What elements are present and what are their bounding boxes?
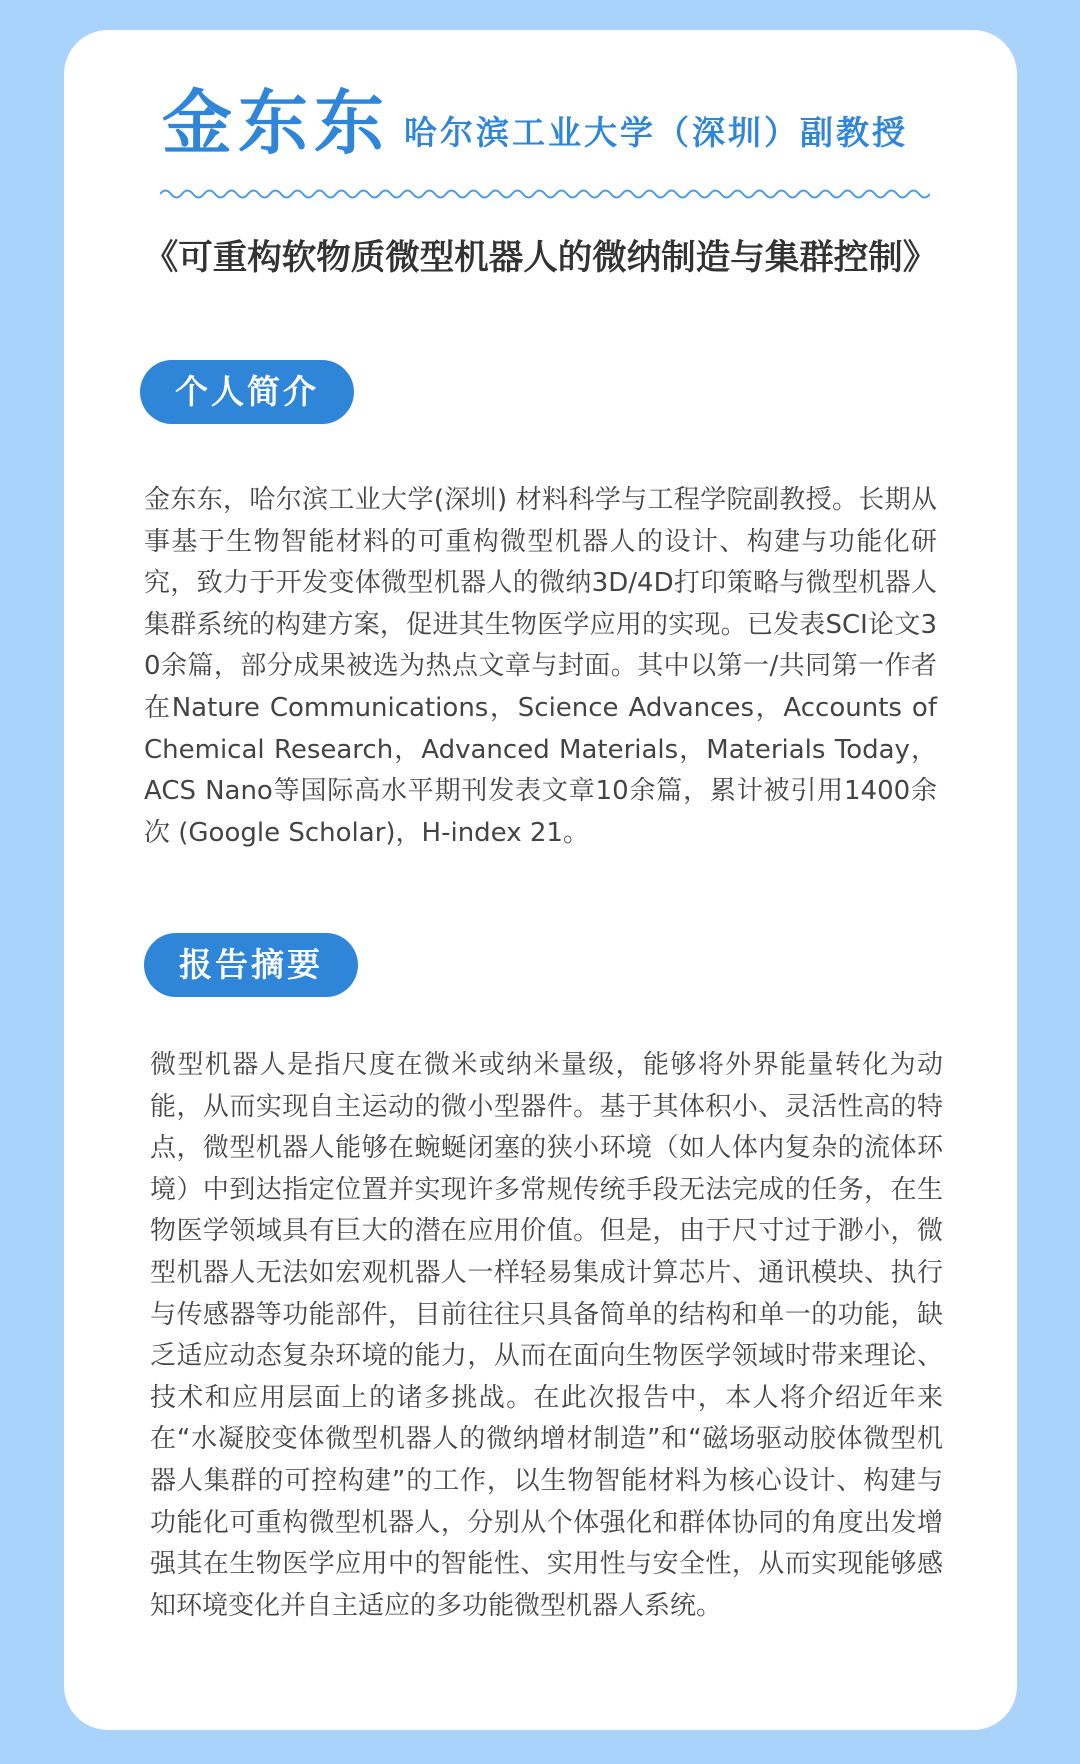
talk-title: 《可重构软物质微型机器人的微纳制造与集群控制》 [143, 238, 938, 278]
bio-paragraph: 金东东，哈尔滨工业大学(深圳) 材料科学与工程学院副教授。长期从事基于生物智能材料的可重构微型机器人的设计、构建与功能化研究，致力于开发变体微型机器人的微纳3D/4D打印策略与微型机器人集群系统的构建方案，促进其生物医学应用的实现。已发表SCI论文30余篇，部分成果被选为热点文章与封面。其中以第一/共同第一作者在Nature Communications，Science Advances，Accounts of Chemical Research，Advanced Materials，Materials Today，ACS Nano等国际高水平期刊发表文章10余篇，累计被引用1400余次 (Google Scholar)，H-index 21。 [144, 485, 937, 848]
abstract-section-label: 报告摘要 [144, 933, 358, 997]
abstract-paragraph: 微型机器人是指尺度在微米或纳米量级，能够将外界能量转化为动能，从而实现自主运动的微小型器件。基于其体积小、灵活性高的特点，微型机器人能够在蜿蜒闭塞的狭小环境（如人体内复杂的流体环境）中到达指定位置并实现许多常规传统手段无法完成的任务，在生物医学领域具有巨大的潜在应用价值。但是，由于尺寸过于渺小，微型机器人无法如宏观机器人一样轻易集成计算芯片、通讯模块、执行与传感器等功能部件，目前往往只具备简单的结构和单一的功能，缺乏适应动态复杂环境的能力，从而在面向生物医学领域时带来理论、技术和应用层面上的诸多挑战。在此次报告中，本人将介绍近年来在“水凝胶变体微型机器人的微纳增材制造”和“磁场驱动胶体微型机器人集群的可控构建”的工作，以生物智能材料为核心设计、构建与功能化可重构微型机器人，分别从个体强化和群体协同的角度出发增强其在生物医学应用中的智能性、实用性与安全性，从而实现能够感知环境变化并自主适应的多功能微型机器人系统。 [150, 1050, 943, 1621]
bio-section-label: 个人简介 [140, 360, 354, 424]
speaker-name: 金东东 [162, 82, 390, 164]
wave-divider [160, 186, 930, 202]
speaker-header [64, 30, 1017, 230]
content-card [64, 30, 1017, 1730]
speaker-affiliation: 哈尔滨工业大学（深圳）副教授 [404, 113, 908, 152]
